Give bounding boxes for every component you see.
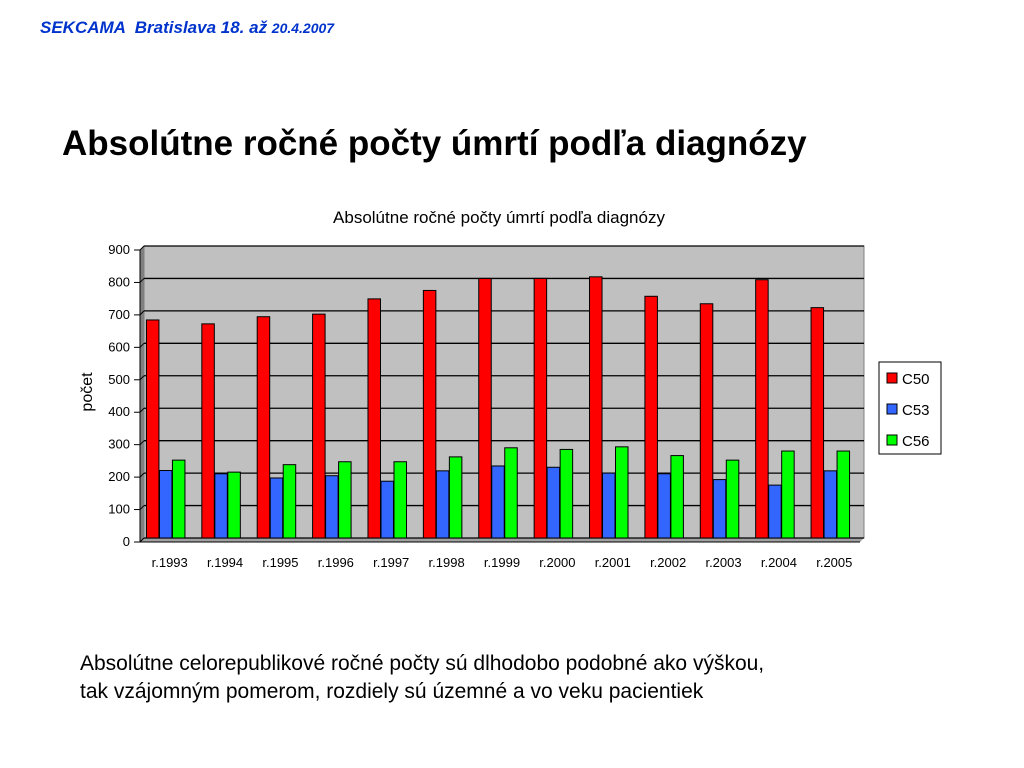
- bar-c56: [172, 460, 185, 538]
- bar-c56: [616, 447, 629, 538]
- footnote: [80, 650, 960, 706]
- bar-c56: [837, 451, 850, 538]
- bar-c53: [603, 473, 616, 538]
- x-tick-label: r.1993: [151, 555, 188, 570]
- bar-c50: [645, 296, 658, 538]
- y-axis-label: počet: [79, 372, 96, 412]
- x-tick-label: r.1999: [483, 555, 521, 570]
- x-tick-label: r.1998: [428, 555, 465, 570]
- footnote-line-2: tak vzájomným pomerom, rozdiely sú územné a vo veku pacientiek: [80, 680, 704, 703]
- bar-c56: [228, 472, 241, 538]
- y-tick-label: 400: [108, 404, 130, 420]
- x-tick-label: r.1997: [373, 555, 410, 570]
- legend-swatch-c50: [887, 373, 897, 383]
- bar-c56: [339, 462, 352, 538]
- bar-c50: [479, 278, 492, 538]
- bar-c50: [423, 290, 436, 538]
- y-tick-label: 800: [108, 274, 130, 290]
- bar-c50: [700, 304, 713, 538]
- bar-c50: [756, 280, 769, 538]
- bar-c53: [658, 474, 671, 538]
- y-tick-label: 100: [108, 501, 130, 517]
- bar-c50: [534, 278, 547, 538]
- bar-c50: [590, 277, 603, 538]
- bar-c50: [146, 320, 159, 538]
- y-tick-label: 300: [108, 436, 130, 452]
- header-date: 20.4.2007: [271, 20, 335, 36]
- bar-c53: [159, 471, 172, 538]
- bar-c53: [713, 480, 726, 538]
- bar-c53: [492, 466, 505, 538]
- y-tick-label: 700: [108, 306, 130, 322]
- bar-c56: [560, 449, 573, 538]
- x-tick-label: r.1994: [206, 555, 244, 570]
- x-tick-label: r.1995: [262, 555, 299, 570]
- bar-c53: [769, 485, 782, 538]
- bar-c50: [811, 308, 824, 538]
- plot-side-wall: [140, 246, 144, 542]
- x-tick-label: r.2002: [650, 555, 687, 570]
- legend-label-c56: C56: [902, 433, 930, 450]
- bar-c56: [394, 462, 407, 538]
- x-tick-label: r.1996: [317, 555, 354, 570]
- x-tick-label: r.2001: [594, 555, 631, 570]
- bar-c53: [824, 471, 837, 538]
- legend-swatch-c56: [887, 435, 897, 445]
- bar-c56: [449, 457, 462, 538]
- legend-label-c53: C53: [902, 402, 930, 419]
- chart-title: Absolútne ročné počty úmrtí podľa diagnózy: [333, 208, 665, 227]
- footnote-line-1: Absolútne celorepublikové ročné počty sú dlhodobo podobné ako výškou,: [80, 652, 765, 675]
- y-tick-label: 200: [108, 469, 130, 485]
- bar-c50: [313, 314, 326, 538]
- bar-c53: [436, 471, 449, 538]
- y-tick-label: 0: [122, 534, 130, 549]
- slide-title: Absolútne ročné počty úmrtí podľa diagnózy: [62, 124, 807, 163]
- y-tick-label: 900: [108, 242, 130, 257]
- bar-c53: [381, 481, 394, 538]
- bar-c56: [283, 465, 296, 538]
- bar-c53: [547, 467, 560, 538]
- header-event: SEKCAMA Bratislava 18. až: [40, 18, 272, 37]
- bar-c56: [726, 460, 739, 538]
- y-tick-label: 600: [108, 339, 130, 355]
- bar-c50: [257, 317, 270, 538]
- legend-swatch-c53: [887, 404, 897, 414]
- x-tick-label: r.2005: [816, 555, 853, 570]
- x-tick-label: r.2004: [760, 555, 798, 570]
- bar-c50: [202, 324, 215, 538]
- bar-c53: [326, 476, 339, 538]
- y-tick-label: 500: [108, 371, 130, 387]
- x-tick-label: r.2003: [705, 555, 742, 570]
- bar-c53: [215, 474, 228, 538]
- bar-c56: [671, 456, 684, 538]
- legend-label-c50: C50: [902, 371, 930, 388]
- bar-c56: [782, 451, 795, 538]
- bar-c53: [270, 478, 283, 538]
- x-tick-label: r.2000: [539, 555, 576, 570]
- bar-c50: [368, 299, 381, 538]
- bar-c56: [505, 448, 518, 538]
